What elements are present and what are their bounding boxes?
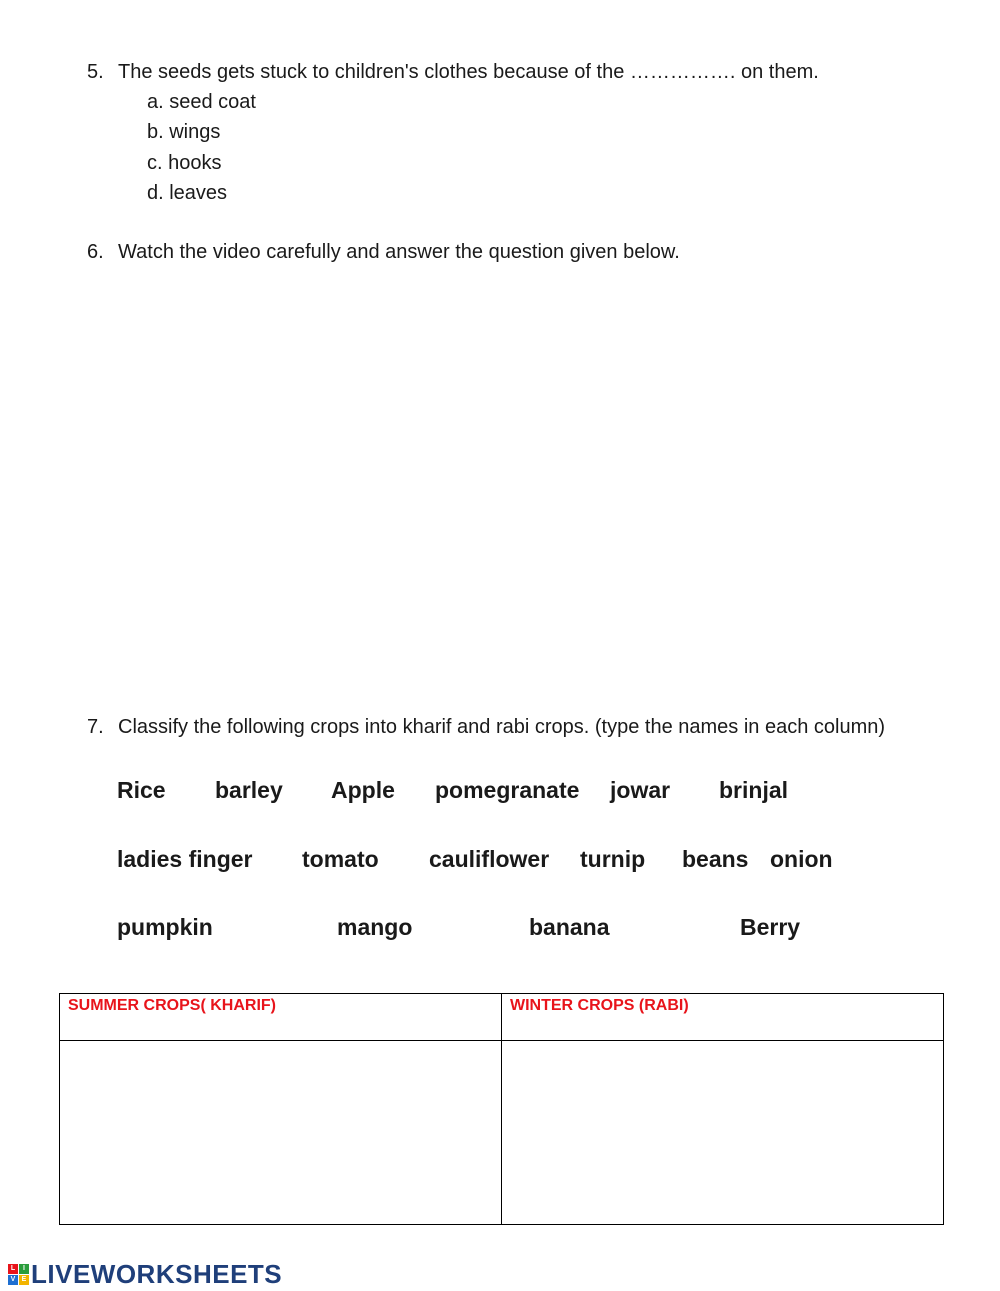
question-5-number: 5. bbox=[87, 61, 104, 83]
crop-word: pumpkin bbox=[117, 914, 213, 940]
logo-icon-letter: V bbox=[8, 1275, 18, 1285]
question-5-option-d: d. leaves bbox=[147, 182, 228, 204]
crop-word: mango bbox=[337, 914, 413, 940]
crop-word: jowar bbox=[610, 777, 671, 803]
crop-word: pomegranate bbox=[435, 777, 580, 803]
question-7-text: Classify the following crops into kharif and rabi crops. (type the names in each column) bbox=[118, 716, 886, 738]
summer-crops-answer-cell[interactable] bbox=[60, 1041, 502, 1225]
crop-word: tomato bbox=[302, 846, 379, 872]
question-6-text: Watch the video carefully and answer the question given below. bbox=[118, 241, 680, 263]
crop-word: banana bbox=[529, 914, 610, 940]
crop-word: barley bbox=[215, 777, 283, 803]
crop-word: Berry bbox=[740, 914, 801, 940]
logo-icon-letter: E bbox=[19, 1275, 29, 1285]
liveworksheets-logo[interactable] bbox=[8, 1259, 282, 1289]
crop-word: ladies finger bbox=[117, 846, 253, 872]
logo-text: LIVEWORKSHEETS bbox=[31, 1258, 283, 1289]
question-6-number: 6. bbox=[87, 241, 104, 263]
question-5-option-a: a. seed coat bbox=[147, 91, 256, 113]
winter-crops-header: WINTER CROPS (RABI) bbox=[510, 997, 689, 1014]
question-5-option-c: c. hooks bbox=[147, 152, 222, 174]
crop-word: onion bbox=[770, 846, 833, 872]
logo-icon-letter: L bbox=[8, 1264, 18, 1274]
crop-word: Apple bbox=[331, 777, 395, 803]
winter-crops-answer-cell[interactable] bbox=[502, 1041, 944, 1225]
logo-icon bbox=[8, 1264, 29, 1285]
crop-word: beans bbox=[682, 846, 749, 872]
crop-word: turnip bbox=[580, 846, 646, 872]
summer-header-cell bbox=[60, 994, 502, 1041]
crop-word: Rice bbox=[117, 777, 166, 803]
video-placeholder[interactable] bbox=[118, 285, 878, 680]
question-5-text: The seeds gets stuck to children's clothes because of the ……………. on them. bbox=[118, 61, 819, 83]
winter-header-cell bbox=[502, 994, 944, 1041]
crop-word: cauliflower bbox=[429, 846, 550, 872]
summer-crops-header: SUMMER CROPS( KHARIF) bbox=[68, 997, 276, 1014]
question-7-number: 7. bbox=[87, 716, 104, 738]
question-5-option-b: b. wings bbox=[147, 121, 221, 143]
classification-table bbox=[59, 993, 944, 1225]
crop-word: brinjal bbox=[719, 777, 789, 803]
logo-icon-letter: I bbox=[19, 1264, 29, 1274]
